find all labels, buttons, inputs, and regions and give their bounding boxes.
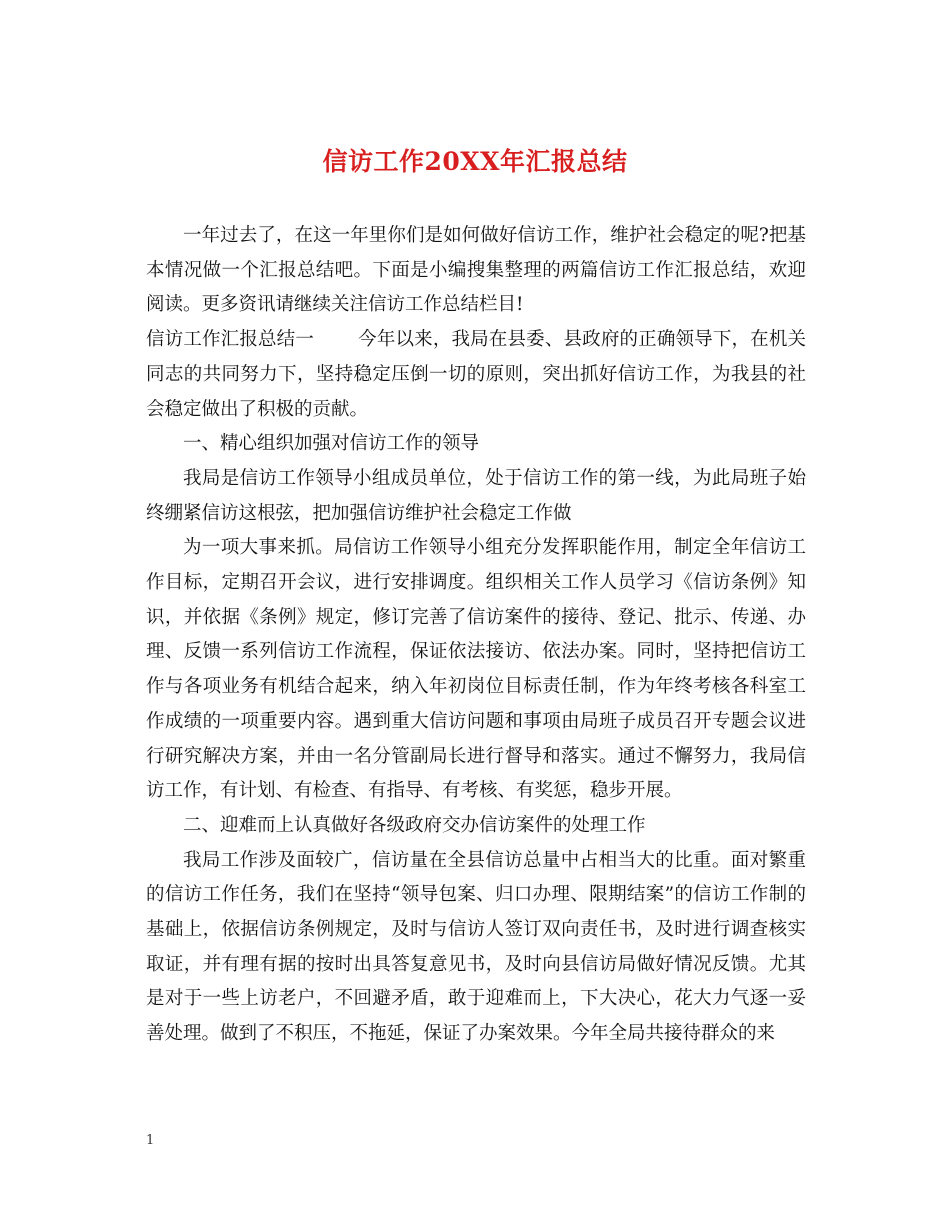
intro-paragraph: 一年过去了，在这一年里你们是如何做好信访工作，维护社会稳定的呢?把基本情况做一个汇报总结吧。下面是小编搜集整理的两篇信访工作汇报总结，欢迎阅读。更多资讯请继续关注信访工作总结栏目! xyxy=(146,225,806,316)
document-title: 信访工作20XX年汇报总结 xyxy=(322,147,628,176)
body-paragraph-3: 我局工作涉及面较广，信访量在全县信访总量中占相当大的比重。面对繁重的信访工作任务，我们在坚持“领导包案、归口办理、限期结案”的信访工作制的基础上，依据信访条例规定，及时与信访人签订双向责任书，及时进行调查核实取证，并有理有据的按时出具答复意见书，及时向县信访局做好情况反馈。尤其是对于一些上访老户，不回避矛盾，敢于迎难而上，下大决心，花大力气逐一妥善处理。做到了不积压，不拖延，保证了办案效果。今年全局共接待群众的来 xyxy=(146,849,806,1045)
section-one-text: 今年以来，我局在县委、县政府的正确领导下，在机关同志的共同努力下，坚持稳定压倒一切的原则，突出抓好信访工作，为我县的社会稳定做出了积极的贡献。 xyxy=(146,329,806,420)
page-number: 1 xyxy=(146,1133,155,1148)
section-one-heading: 信访工作汇报总结一 xyxy=(146,329,314,351)
section-one-paragraph xyxy=(146,323,806,427)
subheading-one: 一、精心组织加强对信访工作的领导 xyxy=(183,433,480,455)
document-body xyxy=(146,219,806,1052)
body-paragraph-1: 我局是信访工作领导小组成员单位，处于信访工作的第一线，为此局班子始终绷紧信访这根弦，把加强信访维护社会稳定工作做 xyxy=(146,467,806,524)
subheading-two: 二、迎难而上认真做好各级政府交办信访案件的处理工作 xyxy=(183,814,646,836)
body-paragraph-2: 为一项大事来抓。局信访工作领导小组充分发挥职能作用，制定全年信访工作目标，定期召开会议，进行安排调度。组织相关工作人员学习《信访条例》知识，并依据《条例》规定，修订完善了信访案件的接待、登记、批示、传递、办理、反馈一系列信访工作流程，保证依法接访、依法办案。同时，坚持把信访工作与各项业务有机结合起来，纳入年初岗位目标责任制，作为年终考核各科室工作成绩的一项重要内容。遇到重大信访问题和事项由局班子成员召开专题会议进行研究解决方案，并由一名分管副局长进行督导和落实。通过不懈努力，我局信访工作，有计划、有检查、有指导、有考核、有奖惩，稳步开展。 xyxy=(146,537,806,802)
